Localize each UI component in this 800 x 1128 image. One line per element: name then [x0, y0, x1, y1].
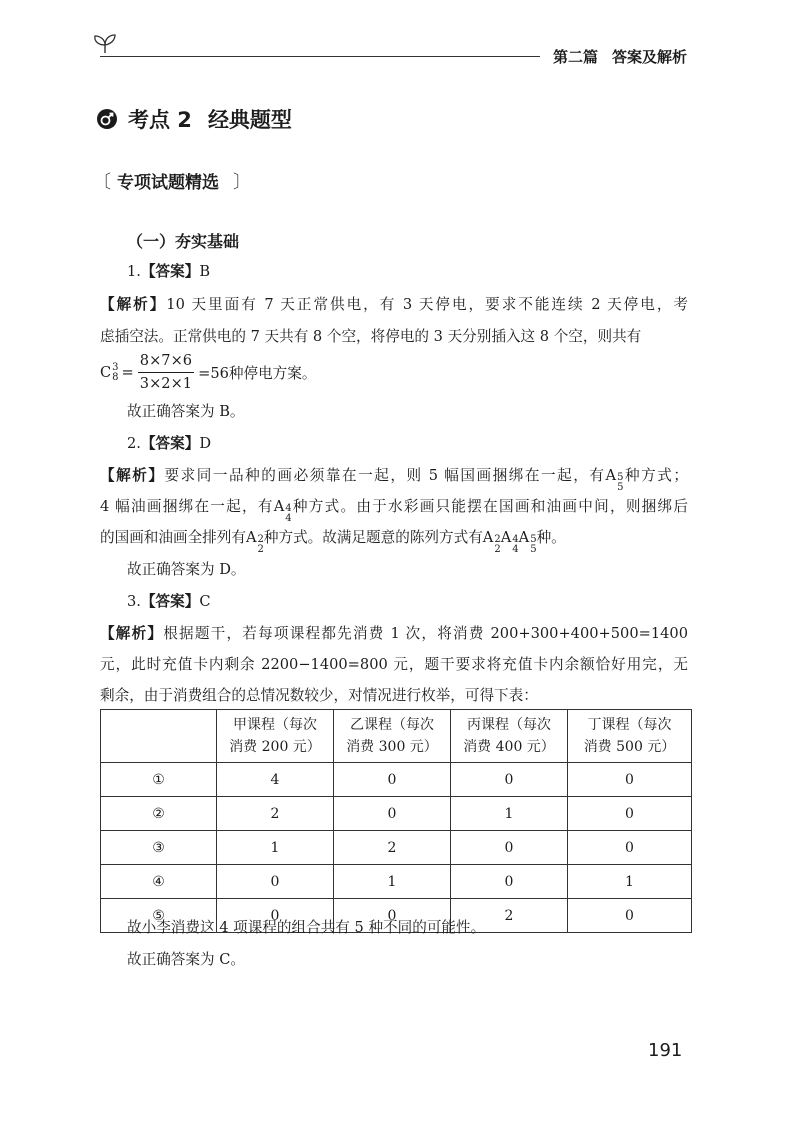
- table-cell: 0: [568, 899, 692, 933]
- q3-answer: C: [199, 593, 211, 610]
- q3-answer-line: [127, 592, 211, 612]
- section-number: 考点 2: [128, 108, 192, 132]
- q2-text-3c: 种。: [536, 529, 566, 546]
- header-part: 第二篇: [553, 48, 599, 66]
- section-title: [96, 104, 292, 134]
- q3-answer-tag: 【答案】: [140, 593, 200, 610]
- q1-analysis-line-2: 虑插空法。正常供电的 7 天共有 8 个空，将停电的 3 天分别插入这 8 个空，则共有: [100, 328, 642, 345]
- table-cell: 0: [334, 797, 451, 831]
- q1-analysis-tag: 【解析】: [100, 296, 167, 313]
- table-cell: 0: [217, 899, 334, 933]
- q2-num: 2.: [127, 435, 141, 452]
- table-row: [101, 797, 692, 831]
- table-cell: 0: [451, 831, 568, 865]
- table-cell: 2: [217, 797, 334, 831]
- q2-answer-tag: 【答案】: [140, 435, 200, 452]
- q1-formula: [100, 352, 316, 393]
- q3-analysis-line-1: [100, 624, 688, 644]
- q2-analysis-line-2: [100, 497, 688, 524]
- table-cell: 2: [334, 831, 451, 865]
- table-cell: 0: [334, 763, 451, 797]
- q2-text-3a: 的国画和油画全排列有: [100, 529, 246, 546]
- bracket-title: [93, 168, 251, 194]
- formula-sub: 8: [112, 371, 119, 383]
- q2-text-1b: 种方式；: [623, 467, 688, 484]
- formula-sup: 3: [112, 361, 119, 373]
- a22-symbol: A 2 2: [245, 529, 264, 555]
- q3-text-1: 根据题干，若每项课程都先消费 1 次，将消费 200+300+400+500=1400: [163, 625, 688, 642]
- q2-text-3b: 种方式。故满足题意的陈列方式有: [263, 529, 483, 546]
- table-cell: 2: [451, 899, 568, 933]
- table-header-cell: 丁课程（每次 消费 500 元）: [568, 710, 692, 763]
- formula-numerator: 8×7×6: [138, 352, 194, 373]
- q3-summary: 故小李消费这 4 项课程的组合共有 5 种不同的可能性。: [127, 919, 486, 936]
- table-cell: 1: [451, 797, 568, 831]
- formula-scripts: [112, 363, 118, 383]
- table-cell: 0: [568, 831, 692, 865]
- q3-analysis-tag: 【解析】: [100, 625, 164, 642]
- header-rule: [100, 56, 540, 57]
- bracket-close: 〕: [233, 172, 251, 193]
- table-header-row: [101, 710, 692, 763]
- page-number: 191: [648, 1040, 683, 1061]
- sprout-icon: [92, 34, 118, 54]
- a55-symbol: A 5 5: [605, 467, 624, 493]
- q1-answer-tag: 【答案】: [140, 263, 200, 280]
- q2-answer-line: [127, 434, 211, 454]
- table-cell: ②: [101, 797, 217, 831]
- a22a44a55-symbol: A 2 2 A 4 4 A 5 5: [482, 529, 537, 555]
- table-cell: ⑤: [101, 899, 217, 933]
- table-header-cell: 甲课程（每次 消费 200 元）: [217, 710, 334, 763]
- q3-analysis-line-3: 剩余，由于消费组合的总情况数较少，对情况进行枚举，可得下表：: [100, 687, 538, 704]
- table-cell: 0: [451, 763, 568, 797]
- bracket-label: 专项试题精选: [117, 173, 219, 193]
- a44-symbol: A 4 4: [273, 498, 292, 524]
- q1-answer: B: [199, 263, 211, 280]
- header-title: 答案及解析: [612, 48, 688, 66]
- table-header-cell: 丙课程（每次 消费 400 元）: [451, 710, 568, 763]
- q2-text-2a: 4 幅油画捆绑在一起，有: [100, 498, 274, 515]
- table-header-cell: [101, 710, 217, 763]
- q2-answer: D: [199, 435, 212, 452]
- table-cell: 1: [334, 865, 451, 899]
- table-row: [101, 831, 692, 865]
- subsection-title: （一）夯实基础: [127, 232, 240, 251]
- formula-denominator: 3×2×1: [139, 375, 193, 392]
- course-table: [100, 709, 692, 933]
- table-cell: ①: [101, 763, 217, 797]
- section-name: 经典题型: [207, 108, 292, 132]
- q3-analysis-line-2: 元，此时充值卡内剩余 2200−1400=800 元，题干要求将充值卡内余额恰好用完，无: [100, 656, 688, 673]
- q2-text-2b: 种方式。由于水彩画只能摆在国画和油画中间，则捆绑后: [291, 498, 688, 515]
- table-row: [101, 763, 692, 797]
- target-icon: [96, 108, 118, 130]
- table-row: [101, 865, 692, 899]
- bracket-open: 〔: [93, 172, 111, 193]
- table-cell: 0: [217, 865, 334, 899]
- table-header-cell: 乙课程（每次 消费 300 元）: [334, 710, 451, 763]
- q1-conclusion: 故正确答案为 B。: [127, 403, 245, 420]
- table-cell: 0: [568, 763, 692, 797]
- q2-text-1a: 要求同一品种的画必须靠在一起，则 5 幅国画捆绑在一起，有: [164, 467, 606, 484]
- table-cell: 1: [217, 831, 334, 865]
- table-cell: 0: [568, 797, 692, 831]
- q2-analysis-line-1: [100, 466, 688, 493]
- q1-answer-line: [127, 262, 210, 282]
- formula-eq: =: [121, 364, 134, 381]
- q2-conclusion: 故正确答案为 D。: [127, 561, 246, 578]
- table-cell: ③: [101, 831, 217, 865]
- q3-conclusion: 故正确答案为 C。: [127, 951, 245, 968]
- table-cell: 1: [568, 865, 692, 899]
- q2-analysis-tag: 【解析】: [100, 467, 165, 484]
- table-cell: 4: [217, 763, 334, 797]
- table-cell: 0: [334, 899, 451, 933]
- q1-text-1: 10 天里面有 7 天正常供电，有 3 天停电，要求不能连续 2 天停电，考: [166, 296, 688, 313]
- formula-result: =56种停电方案。: [198, 365, 317, 382]
- formula-c: C: [100, 364, 112, 381]
- table-cell: 0: [451, 865, 568, 899]
- q3-num: 3.: [127, 593, 141, 610]
- table-cell: ④: [101, 865, 217, 899]
- q2-analysis-line-3: [100, 528, 566, 555]
- running-header: [553, 46, 687, 67]
- q1-num: 1.: [127, 263, 141, 280]
- formula-fraction: [138, 352, 194, 393]
- q1-analysis-line-1: [100, 295, 688, 315]
